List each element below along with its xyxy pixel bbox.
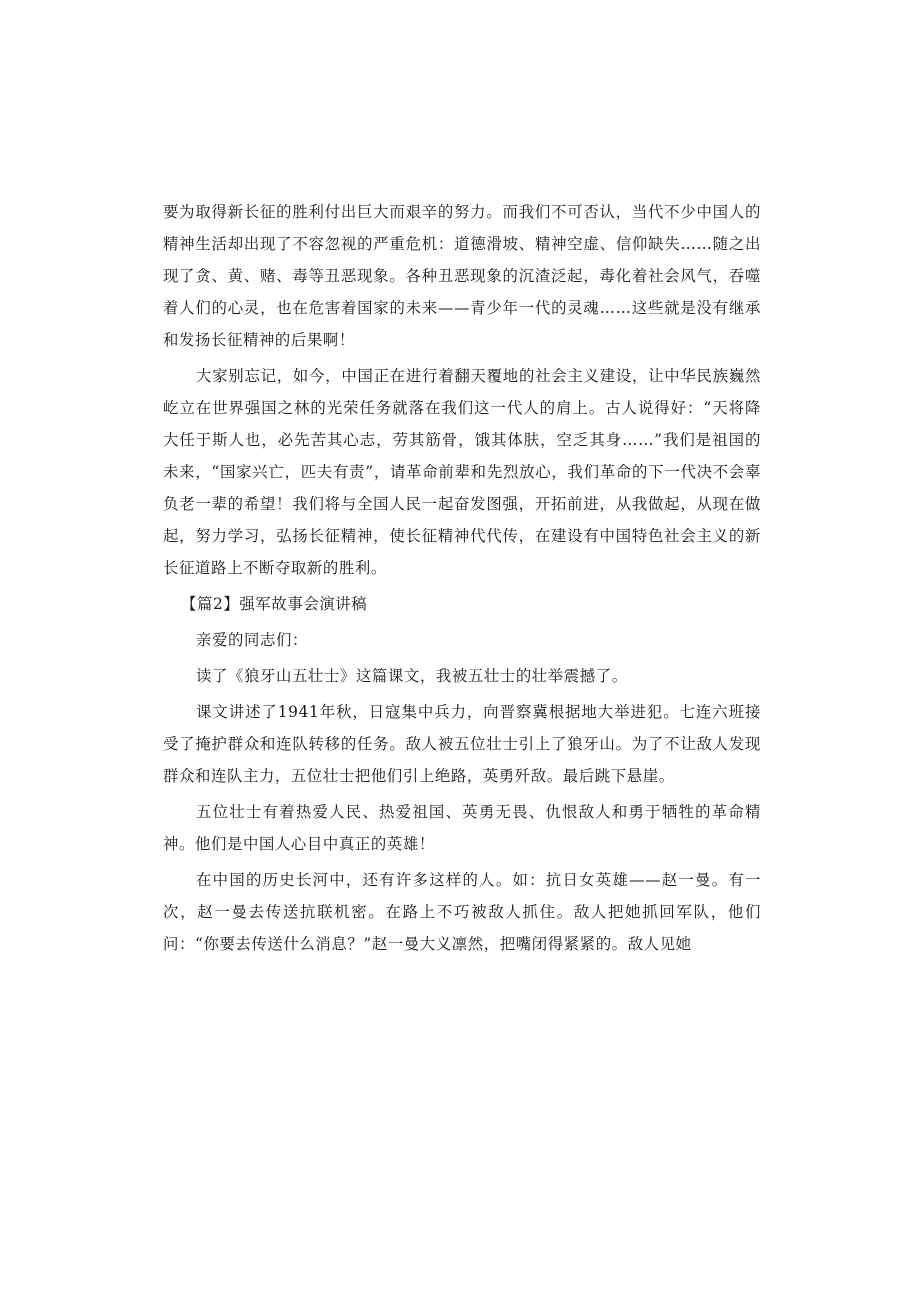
paragraph-spirit: 五位壮士有着热爱人民、热爱祖国、英勇无畏、仇恨敌人和勇于牺牲的革命精神。他们是中国人心目中真正的英雄！: [163, 803, 761, 853]
paragraph-zhao-yiman: 在中国的历史长河中，还有许多这样的人。如：抗日女英雄——赵一曼。有一次，赵一曼去传送抗联机密。在路上不巧被敌人抓住。敌人把她抓回军队，他们问：“你要去传送什么消息？”赵一曼大义凛然，把嘴闭得紧紧的。敌人见她: [163, 871, 761, 953]
section-heading: 【篇2】强军故事会演讲稿: [181, 595, 368, 613]
paragraph-intro: 读了《狼牙山五壮士》这篇课文，我被五壮士的壮举震撼了。: [196, 667, 628, 685]
salutation: 亲爱的同志们：: [196, 631, 308, 649]
document-body: [163, 196, 761, 964]
paragraph-story: 课文讲述了1941年秋，日寇集中兵力，向晋察冀根据地大举进犯。七连六班接受了掩护群众和连队转移的任务。敌人被五位壮士引上了狼牙山。为了不让敌人发现群众和连队主力，五位壮士把他们引上绝路，英勇歼敌。最后跳下悬崖。: [163, 703, 761, 785]
paragraph-call-to-action: 大家别忘记，如今，中国正在进行着翻天覆地的社会主义建设，让中华民族巍然屹立在世界强国之林的光荣任务就落在我们这一代人的肩上。古人说得好：“天将降大任于斯人也，必先苦其心志，劳其筋骨，饿其体肤，空乏其身……”我们是祖国的未来，“国家兴亡，匹夫有责”，请革命前辈和先烈放心，我们革命的下一代决不会辜负老一辈的希望！我们将与全国人民一起奋发图强，开拓前进，从我做起，从现在做起，努力学习，弘扬长征精神，使长征精神代代传，在建设有中国特色社会主义的新长征道路上不断夺取新的胜利。: [163, 367, 761, 577]
paragraph-continuation: 要为取得新长征的胜利付出巨大而艰辛的努力。而我们不可否认，当代不少中国人的精神生活却出现了不容忽视的严重危机：道德滑坡、精神空虚、信仰缺失……随之出现了贪、黄、赌、毒等丑恶现象。各种丑恶现象的沉渣泛起，毒化着社会风气，吞噬着人们的心灵，也在危害着国家的未来——青少年一代的灵魂……这些就是没有继承和发扬长征精神的后果啊！: [163, 203, 761, 349]
